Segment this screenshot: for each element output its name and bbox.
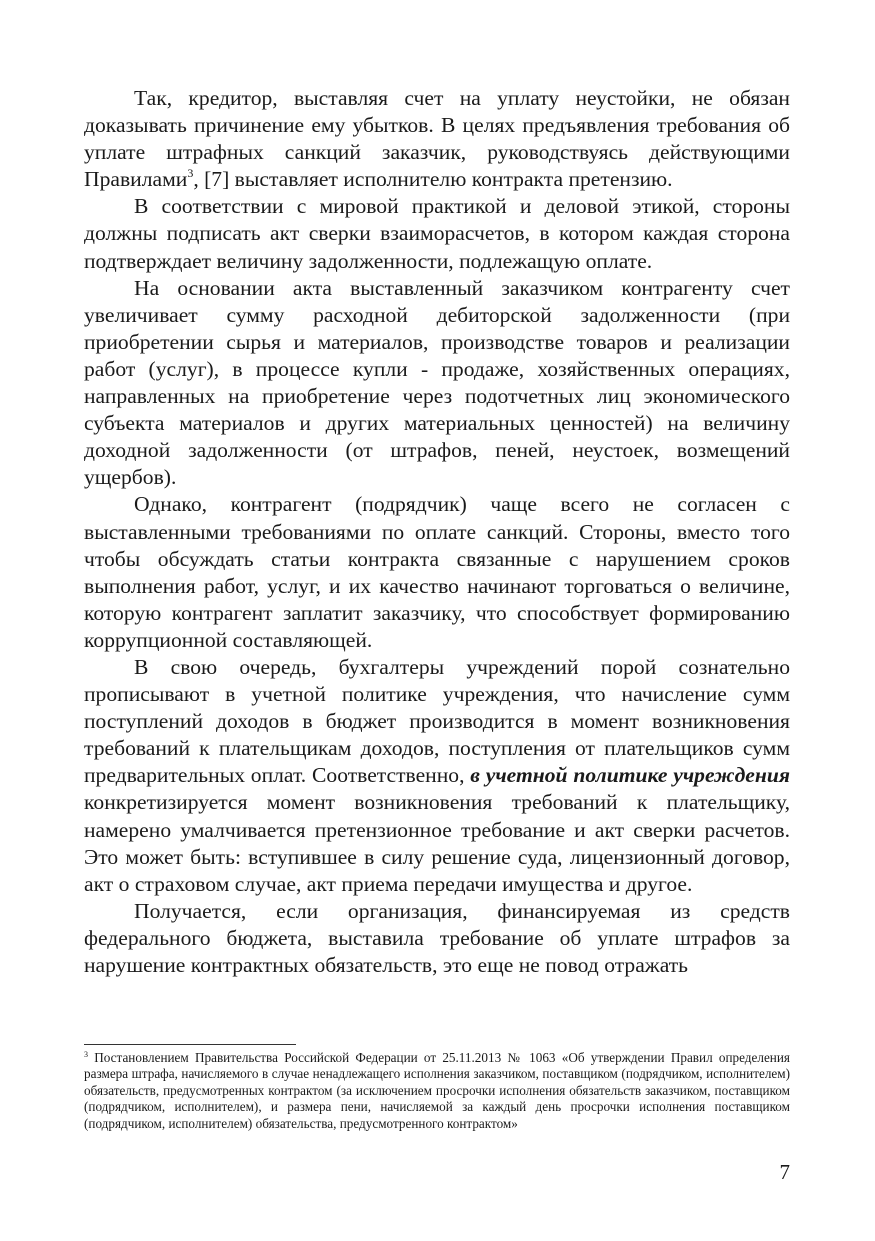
paragraph-accounting-policy-text: В свою очередь, бухгалтеры учреждений порой сознательно прописывают в учетной политике учреждения, что начисление сумм поступлений доходов в бюджет производится в момент возникновения требований к плательщикам доходов, поступления от плательщиков сумм предварительных оплат. Соответственно, (84, 654, 790, 788)
footnote-text: Постановлением Правительства Российской Федерации от 25.11.2013 № 1063 «Об утверждении Правил определения размера штрафа, начисляемого в случае ненадлежащего исполнения заказчиком, поставщиком (подрядчиком, исполнителем) обязательств, предусмотренных контрактом (за исключением просрочки исполнения обязательств заказчиком, поставщиком (подрядчиком, исполнителем), и размера пени, начисляемой за каждый день просрочки исполнения поставщиком (подрядчиком, исполнителем) обязательства, предусмотренного контрактом» (84, 1050, 790, 1131)
footnote-mark: 3 (84, 1050, 88, 1059)
paragraph-claim-text: Так, кредитор, выставляя счет на уплату неустойки, не обязан доказывать причинение ему убытков. В целях предъявления требования об уплате штрафных санкций заказчик, руководствуясь действующими Правилами (84, 86, 790, 192)
paragraph-claim (84, 85, 790, 193)
paragraph-reconciliation: В соответствии с мировой практикой и деловой этикой, стороны должны подписать акт сверки взаиморасчетов, в котором каждая сторона подтверждает величину задолженности, подлежащую оплате. (84, 194, 790, 273)
page-number: 7 (779, 1160, 790, 1184)
paragraph-accounting-policy-text-end: конкретизируется момент возникновения требований к плательщику, намерено умалчивается претензионное требование и акт сверки расчетов. Это может быть: вступившее в силу решение суда, лицензионный договор, акт о страховом случае, акт приема передачи имущества и другое. (84, 790, 790, 896)
paragraph-receivables: На основании акта выставленный заказчиком контрагенту счет увеличивает сумму расходной дебиторской задолженности (при приобретении сырья и материалов, производстве товаров и реализации работ (услуг), в процессе купли - продаже, хозяйственных операциях, направленных на приобретение через подотчетных лиц экономического субъекта материалов и других материальных ценностей) на величину доходной задолженности (от штрафов, пеней, неустоек, возмещений ущербов). (84, 275, 790, 490)
body-text (84, 85, 790, 979)
paragraph-federal-budget: Получается, если организация, финансируемая из средств федерального бюджета, выставила требование об уплате штрафов за нарушение контрактных обязательств, это еще не повод отражать (84, 898, 790, 977)
paragraph-accounting-policy (84, 654, 790, 898)
paragraph-claim-text-end: , [7] выставляет исполнителю контракта претензию. (193, 167, 673, 192)
footnote (84, 1050, 790, 1132)
emphasized-phrase: в учетной политике учреждения (470, 763, 790, 788)
footnote-reference[interactable]: 3 (187, 166, 194, 181)
paragraph-contractor: Однако, контрагент (подрядчик) чаще всего не согласен с выставленными требованиями по оплате санкций. Стороны, вместо того чтобы обсуждать статьи контракта связанные с нарушением сроков выполнения работ, услуг, и их качество начинают торговаться о величине, которую контрагент заплатит заказчику, что способствует формированию коррупционной составляющей. (84, 492, 790, 652)
footnote-separator (84, 1044, 296, 1045)
